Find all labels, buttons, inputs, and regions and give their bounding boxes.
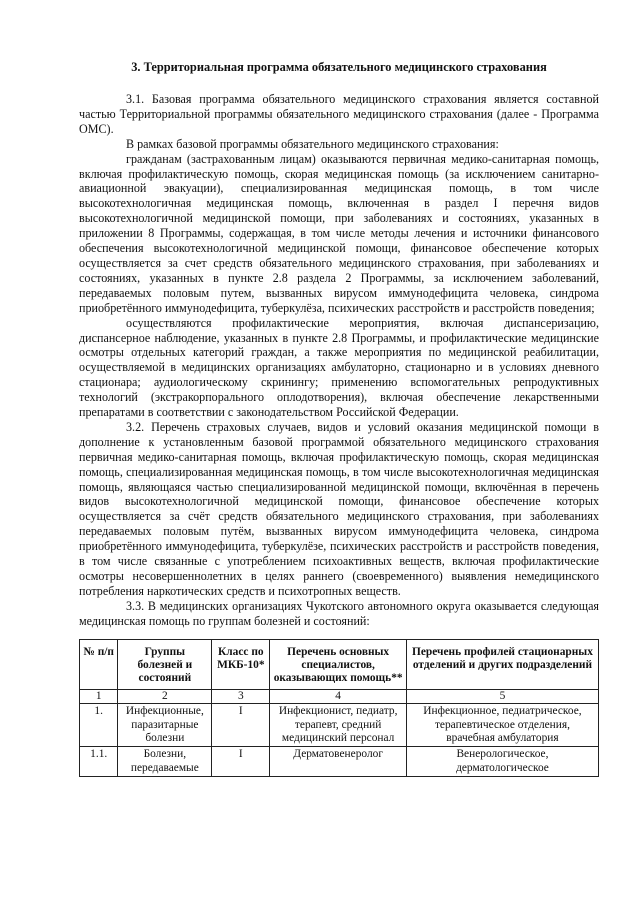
table-row bbox=[80, 747, 599, 777]
column-number: 1 bbox=[80, 689, 118, 703]
row-number: 1. bbox=[80, 704, 118, 747]
paragraph-basic-program-intro: В рамках базовой программы обязательного медицинского страхования: bbox=[126, 136, 499, 151]
row-icd-class: I bbox=[212, 747, 270, 777]
paragraph-3-1: 3.1. Базовая программа обязательного медицинского страхования является составной частью Территориальной программы обязательного медицинского страхования (далее - Программа ОМС). bbox=[79, 92, 599, 136]
column-number: 5 bbox=[406, 689, 598, 703]
header-number: № п/п bbox=[80, 639, 118, 689]
row-number: 1.1. bbox=[80, 747, 118, 777]
row-specialists: Дерматовенеролог bbox=[270, 747, 407, 777]
header-department-profiles: Перечень профилей стационарных отделений и других подразделений bbox=[406, 639, 598, 689]
header-icd-class: Класс по МКБ-10* bbox=[212, 639, 270, 689]
header-specialists: Перечень основных специалистов, оказывающих помощь** bbox=[270, 639, 407, 689]
row-disease-group: Инфекционные, паразитарные болезни bbox=[118, 704, 212, 747]
disease-groups-table bbox=[79, 639, 599, 778]
table-header-row bbox=[80, 639, 599, 689]
section-heading: 3. Территориальная программа обязательного медицинского страхования bbox=[131, 60, 547, 74]
table-row bbox=[80, 704, 599, 747]
paragraph-citizens-care: гражданам (застрахованным лицам) оказываются первичная медико-санитарная помощь, включая профилактическую помощь, скорая медицинская помощь (за исключением санитарно-авиационной эвакуации), специализированная медицинская помощь, в том числе высокотехнологичная медицинская помощь, включенная в раздел I перечня видов высокотехнологичной медицинской помощи, при заболеваниях и состояниях, указанных в приложении 8 Программы, содержащая, в том числе методы лечения и источники финансового обеспечения высокотехнологичной медицинской помощи, финансовое обеспечение которых осуществляется за счет средств обязательного медицинского страхования, при заболеваниях и состояниях, указанных в пункте 2.8 раздела 2 Программы, за исключением заболеваний, передаваемых половым путем, вызванных вирусом иммунодефицита человека, синдрома приобретённого иммунодефицита, туберкулёза, психических расстройств и расстройств поведения; bbox=[79, 151, 599, 315]
paragraph-preventive-measures: осуществляются профилактические мероприятия, включая диспансеризацию, диспансерное наблюдение, указанных в пункте 2.8 Программы, и профилактические медицинские осмотры отдельных категорий граждан, а также мероприятия по медицинской реабилитации, осуществляемой в медицинских организациях амбулаторно, стационарно и в условиях дневного стационара; аудиологическому скринингу; применению вспомогательных репродуктивных технологий (экстракорпорального оплодотворения), включая обеспечение лекарственными препаратами в соответствии с законодательством Российской Федерации. bbox=[79, 315, 599, 420]
column-number: 2 bbox=[118, 689, 212, 703]
paragraph-3-3: 3.3. В медицинских организациях Чукотского автономного округа оказывается следующая медицинская помощь по группам болезней и состояний: bbox=[79, 598, 599, 628]
paragraph-3-2: 3.2. Перечень страховых случаев, видов и условий оказания медицинской помощи в дополнение к установленным базовой программой обязательного медицинского страхования первичная медико-санитарная помощь, включая профилактическую помощь, скорая медицинская помощь, специализированная медицинская помощь, в том числе высокотехнологичная медицинская помощь, являющаяся частью специализированной медицинской помощи, включённая в перечень видов высокотехнологичной медицинской помощи, финансовое обеспечение которых осуществляется за счёт средств обязательного медицинского страхования, при заболеваниях передаваемых половым путём, вызванных вирусом иммунодефицита человека, синдрома приобретённого иммунодефицита, туберкулёзе, психических расстройств и расстройств поведения, в том числе связанные с употреблением психоактивных веществ, включая профилактические осмотры несовершеннолетних в целях раннего (своевременного) выявления немедицинского потребления наркотических средств и психотропных веществ. bbox=[79, 419, 599, 598]
row-icd-class: I bbox=[212, 704, 270, 747]
row-department-profiles: Инфекционное, педиатрическое, терапевтическое отделения, врачебная амбулатория bbox=[406, 704, 598, 747]
column-number: 3 bbox=[212, 689, 270, 703]
row-department-profiles: Венерологическое, дерматологическое bbox=[406, 747, 598, 777]
column-number: 4 bbox=[270, 689, 407, 703]
row-specialists: Инфекционист, педиатр, терапевт, средний медицинский персонал bbox=[270, 704, 407, 747]
row-disease-group: Болезни, передаваемые bbox=[118, 747, 212, 777]
table-column-number-row bbox=[80, 689, 599, 703]
header-disease-groups: Группы болезней и состояний bbox=[118, 639, 212, 689]
